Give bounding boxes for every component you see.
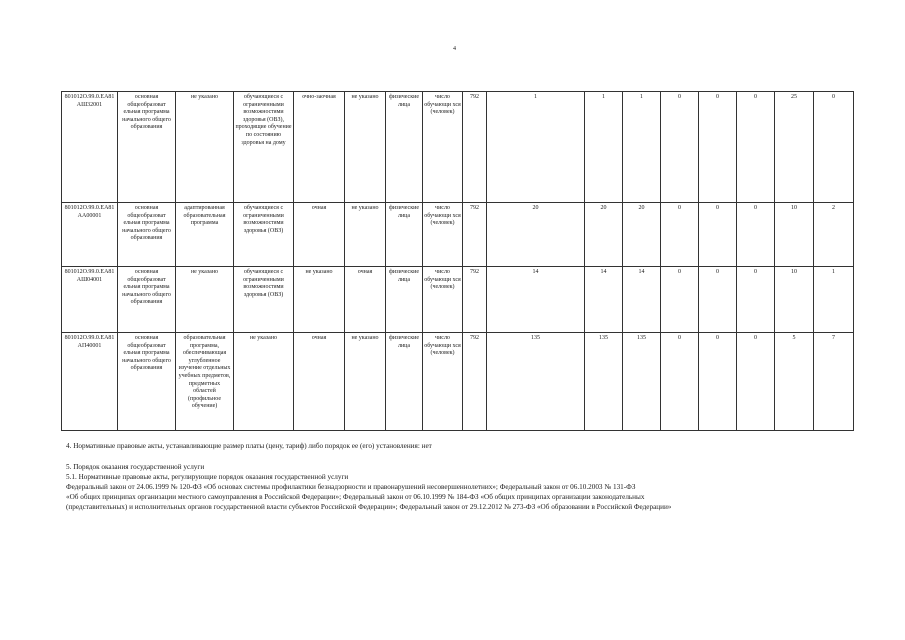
student-category-cell: обучающиеся с ограниченными возможностями здоровья (ОВЗ), проходящие обучение по состоянию здоровья на дому	[234, 92, 294, 203]
study-form-cell: очная	[294, 203, 345, 267]
consumer-cell: физические лица	[386, 92, 423, 203]
okei-code-cell: 792	[463, 203, 487, 267]
value-cell-v8: 1	[814, 267, 854, 333]
value-cell-v5: 0	[699, 203, 737, 267]
student-category-cell: обучающиеся с ограниченными возможностями здоровья (ОВЗ)	[234, 203, 294, 267]
value-cell-v4: 0	[661, 267, 699, 333]
value-cell-v7: 25	[775, 92, 814, 203]
registry-code-cell: 801012О.99.0.ЕА81 АП40001	[62, 333, 118, 431]
note-law-line-3: (представительных) и исполнительных органов государственной власти субъектов Российской Федерации»; Федеральный закон от 29.12.2012 № 273-ФЗ «Об образовании в Российской Федерации»	[66, 503, 672, 511]
consumer-cell: физические лица	[386, 203, 423, 267]
indicator-cell: число обучающи хся (человек)	[423, 203, 463, 267]
period-cell: очная	[345, 267, 386, 333]
value-cell-v2: 14	[585, 267, 623, 333]
value-cell-v5: 0	[699, 92, 737, 203]
value-cell-v8: 0	[814, 92, 854, 203]
study-form-cell: очная	[294, 333, 345, 431]
value-cell-v5: 0	[699, 267, 737, 333]
indicator-cell: число обучающи хся (человек)	[423, 333, 463, 431]
registry-code-cell: 801012О.99.0.ЕА81 АШ04001	[62, 267, 118, 333]
table-row	[62, 92, 854, 203]
value-cell-v7: 10	[775, 267, 814, 333]
program-type-cell: не указано	[176, 267, 234, 333]
note-law-line-2: «Об общих принципах организации местного самоуправления в Российской Федерации»; Федеральный закон от 06.10.1999 № 184-ФЗ «Об общих принципах организации законодательных	[66, 493, 645, 501]
period-cell: не указано	[345, 92, 386, 203]
value-cell-v1: 14	[487, 267, 585, 333]
program-cell: основная общеобразоват ельная программа начального общего образования	[118, 92, 176, 203]
value-cell-v1: 135	[487, 333, 585, 431]
value-cell-v3: 20	[623, 203, 661, 267]
value-cell-v7: 10	[775, 203, 814, 267]
okei-code-cell: 792	[463, 333, 487, 431]
value-cell-v6: 0	[737, 92, 775, 203]
value-cell-v3: 14	[623, 267, 661, 333]
services-volume-table	[61, 91, 854, 431]
value-cell-v2: 20	[585, 203, 623, 267]
notes-section-4	[66, 441, 836, 451]
program-cell: основная общеобразоват ельная программа начального общего образования	[118, 333, 176, 431]
value-cell-v6: 0	[737, 333, 775, 431]
okei-code-cell: 792	[463, 267, 487, 333]
value-cell-v6: 0	[737, 203, 775, 267]
program-cell: основная общеобразоват ельная программа начального общего образования	[118, 203, 176, 267]
value-cell-v4: 0	[661, 203, 699, 267]
program-type-cell: образовательная программа, обеспечивающая углубленное изучение отдельных учебных предметов, предметных областей (профильное обучение)	[176, 333, 234, 431]
table-row	[62, 203, 854, 267]
value-cell-v1: 20	[487, 203, 585, 267]
period-cell: не указано	[345, 333, 386, 431]
program-type-cell: адаптированная образовательная программа	[176, 203, 234, 267]
table-row	[62, 267, 854, 333]
value-cell-v3: 135	[623, 333, 661, 431]
study-form-cell: не указано	[294, 267, 345, 333]
note-payment-acts: 4. Нормативные правовые акты, устанавливающие размер платы (цену, тариф) либо порядок ее (его) установления: нет	[66, 442, 432, 450]
consumer-cell: физические лица	[386, 333, 423, 431]
program-type-cell: не указано	[176, 92, 234, 203]
okei-code-cell: 792	[463, 92, 487, 203]
consumer-cell: физические лица	[386, 267, 423, 333]
note-order-acts-heading: 5.1. Нормативные правовые акты, регулирующие порядок оказания государственной услуги	[66, 473, 349, 481]
value-cell-v5: 0	[699, 333, 737, 431]
program-cell: основная общеобразоват ельная программа начального общего образования	[118, 267, 176, 333]
value-cell-v2: 135	[585, 333, 623, 431]
registry-code-cell: 801012О.99.0.ЕА81 АШ32001	[62, 92, 118, 203]
period-cell: не указано	[345, 203, 386, 267]
value-cell-v4: 0	[661, 333, 699, 431]
value-cell-v8: 7	[814, 333, 854, 431]
value-cell-v1: 1	[487, 92, 585, 203]
study-form-cell: очно-заочная	[294, 92, 345, 203]
indicator-cell: число обучающи хся (человек)	[423, 92, 463, 203]
registry-code-cell: 801012О.99.0.ЕА81 АА00001	[62, 203, 118, 267]
note-law-line-1: Федеральный закон от 24.06.1999 № 120-ФЗ «Об основах системы профилактики безнадзорности и правонарушений несовершеннолетних»; Федеральный закон от 06.10.2003 № 131-ФЗ	[66, 483, 636, 491]
student-category-cell: не указано	[234, 333, 294, 431]
note-order-heading: 5. Порядок оказания государственной услуги	[66, 463, 205, 471]
value-cell-v2: 1	[585, 92, 623, 203]
value-cell-v8: 2	[814, 203, 854, 267]
value-cell-v6: 0	[737, 267, 775, 333]
table-row	[62, 333, 854, 431]
indicator-cell: число обучающи хся (человек)	[423, 267, 463, 333]
value-cell-v3: 1	[623, 92, 661, 203]
value-cell-v4: 0	[661, 92, 699, 203]
value-cell-v7: 5	[775, 333, 814, 431]
page-number: 4	[453, 46, 456, 52]
student-category-cell: обучающиеся с ограниченными возможностями здоровья (ОВЗ)	[234, 267, 294, 333]
notes-section-5	[66, 462, 836, 512]
